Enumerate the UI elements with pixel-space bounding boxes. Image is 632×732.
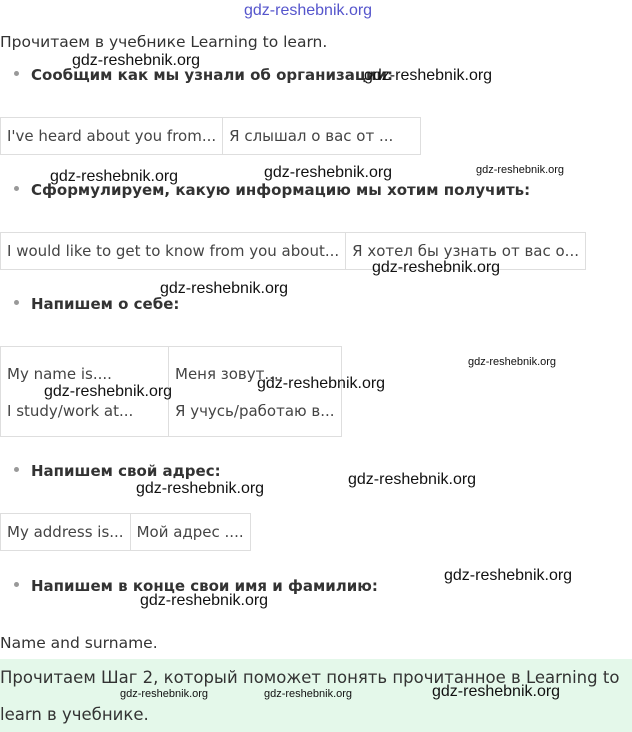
phrase-ru: Я хотел бы узнать от вас о... — [346, 233, 586, 270]
watermark: gdz-reshebnik.org — [136, 480, 265, 497]
table-row — [1, 514, 251, 551]
phrase-en: My name is.... — [1, 347, 169, 387]
watermark: gdz-reshebnik.org — [50, 168, 179, 185]
bullet-icon — [14, 186, 19, 191]
watermark: gdz-reshebnik.org — [468, 356, 557, 368]
step-text-line-1: Прочитаем Шаг 2, который поможет понять прочитанное в Learning to — [0, 668, 620, 687]
section-4-heading: Напишем свой адрес: — [14, 462, 221, 480]
section-5-heading: Напишем в конце свои имя и фамилию: — [14, 577, 378, 595]
bullet-icon — [14, 582, 19, 587]
watermark: gdz-reshebnik.org — [264, 688, 353, 700]
watermark: gdz-reshebnik.org — [364, 67, 493, 84]
bullet-icon — [14, 300, 19, 305]
table-row — [1, 118, 421, 155]
watermark: gdz-reshebnik.org — [44, 383, 173, 400]
phrase-en: I study/work at... — [1, 387, 169, 437]
watermark: gdz-reshebnik.org — [432, 683, 561, 700]
phrase-en: I've heard about you from... — [1, 118, 223, 155]
watermark: gdz-reshebnik.org — [348, 471, 477, 488]
watermark: gdz-reshebnik.org — [476, 164, 565, 176]
watermark: gdz-reshebnik.org — [72, 52, 201, 69]
name-line: Name and surname. — [0, 634, 158, 652]
watermark: gdz-reshebnik.org — [257, 375, 386, 392]
watermark: gdz-reshebnik.org — [444, 567, 573, 584]
step-text-line-2: learn в учебнике. — [0, 705, 149, 724]
phrase-table-4 — [0, 513, 251, 551]
watermark: gdz-reshebnik.org — [160, 280, 289, 297]
watermark: gdz-reshebnik.org — [140, 592, 269, 609]
phrase-ru: Мой адрес .... — [130, 514, 250, 551]
phrase-ru: Меня зовут.... — [169, 347, 342, 387]
phrase-en: I would like to get to know from you about... — [1, 233, 346, 270]
section-1-heading: Сообщим как мы узнали об организации: — [14, 66, 393, 84]
bullet-icon — [14, 467, 19, 472]
watermark: gdz-reshebnik.org — [120, 688, 209, 700]
watermark: gdz-reshebnik.org — [372, 259, 501, 276]
intro-text: Прочитаем в учебнике Learning to learn. — [0, 33, 328, 51]
phrase-en: My address is... — [1, 514, 131, 551]
phrase-ru: Я учусь/работаю в... — [169, 387, 342, 437]
bullet-icon — [14, 71, 19, 76]
section-2-heading: Сформулируем, какую информацию мы хотим получить: — [14, 181, 530, 199]
phrase-table-1 — [0, 117, 421, 155]
watermark-top: gdz-reshebnik.org — [244, 2, 373, 19]
section-3-heading: Напишем о себе: — [14, 295, 179, 313]
watermark: gdz-reshebnik.org — [264, 164, 393, 181]
phrase-ru: Я слышал о вас от ... — [223, 118, 421, 155]
